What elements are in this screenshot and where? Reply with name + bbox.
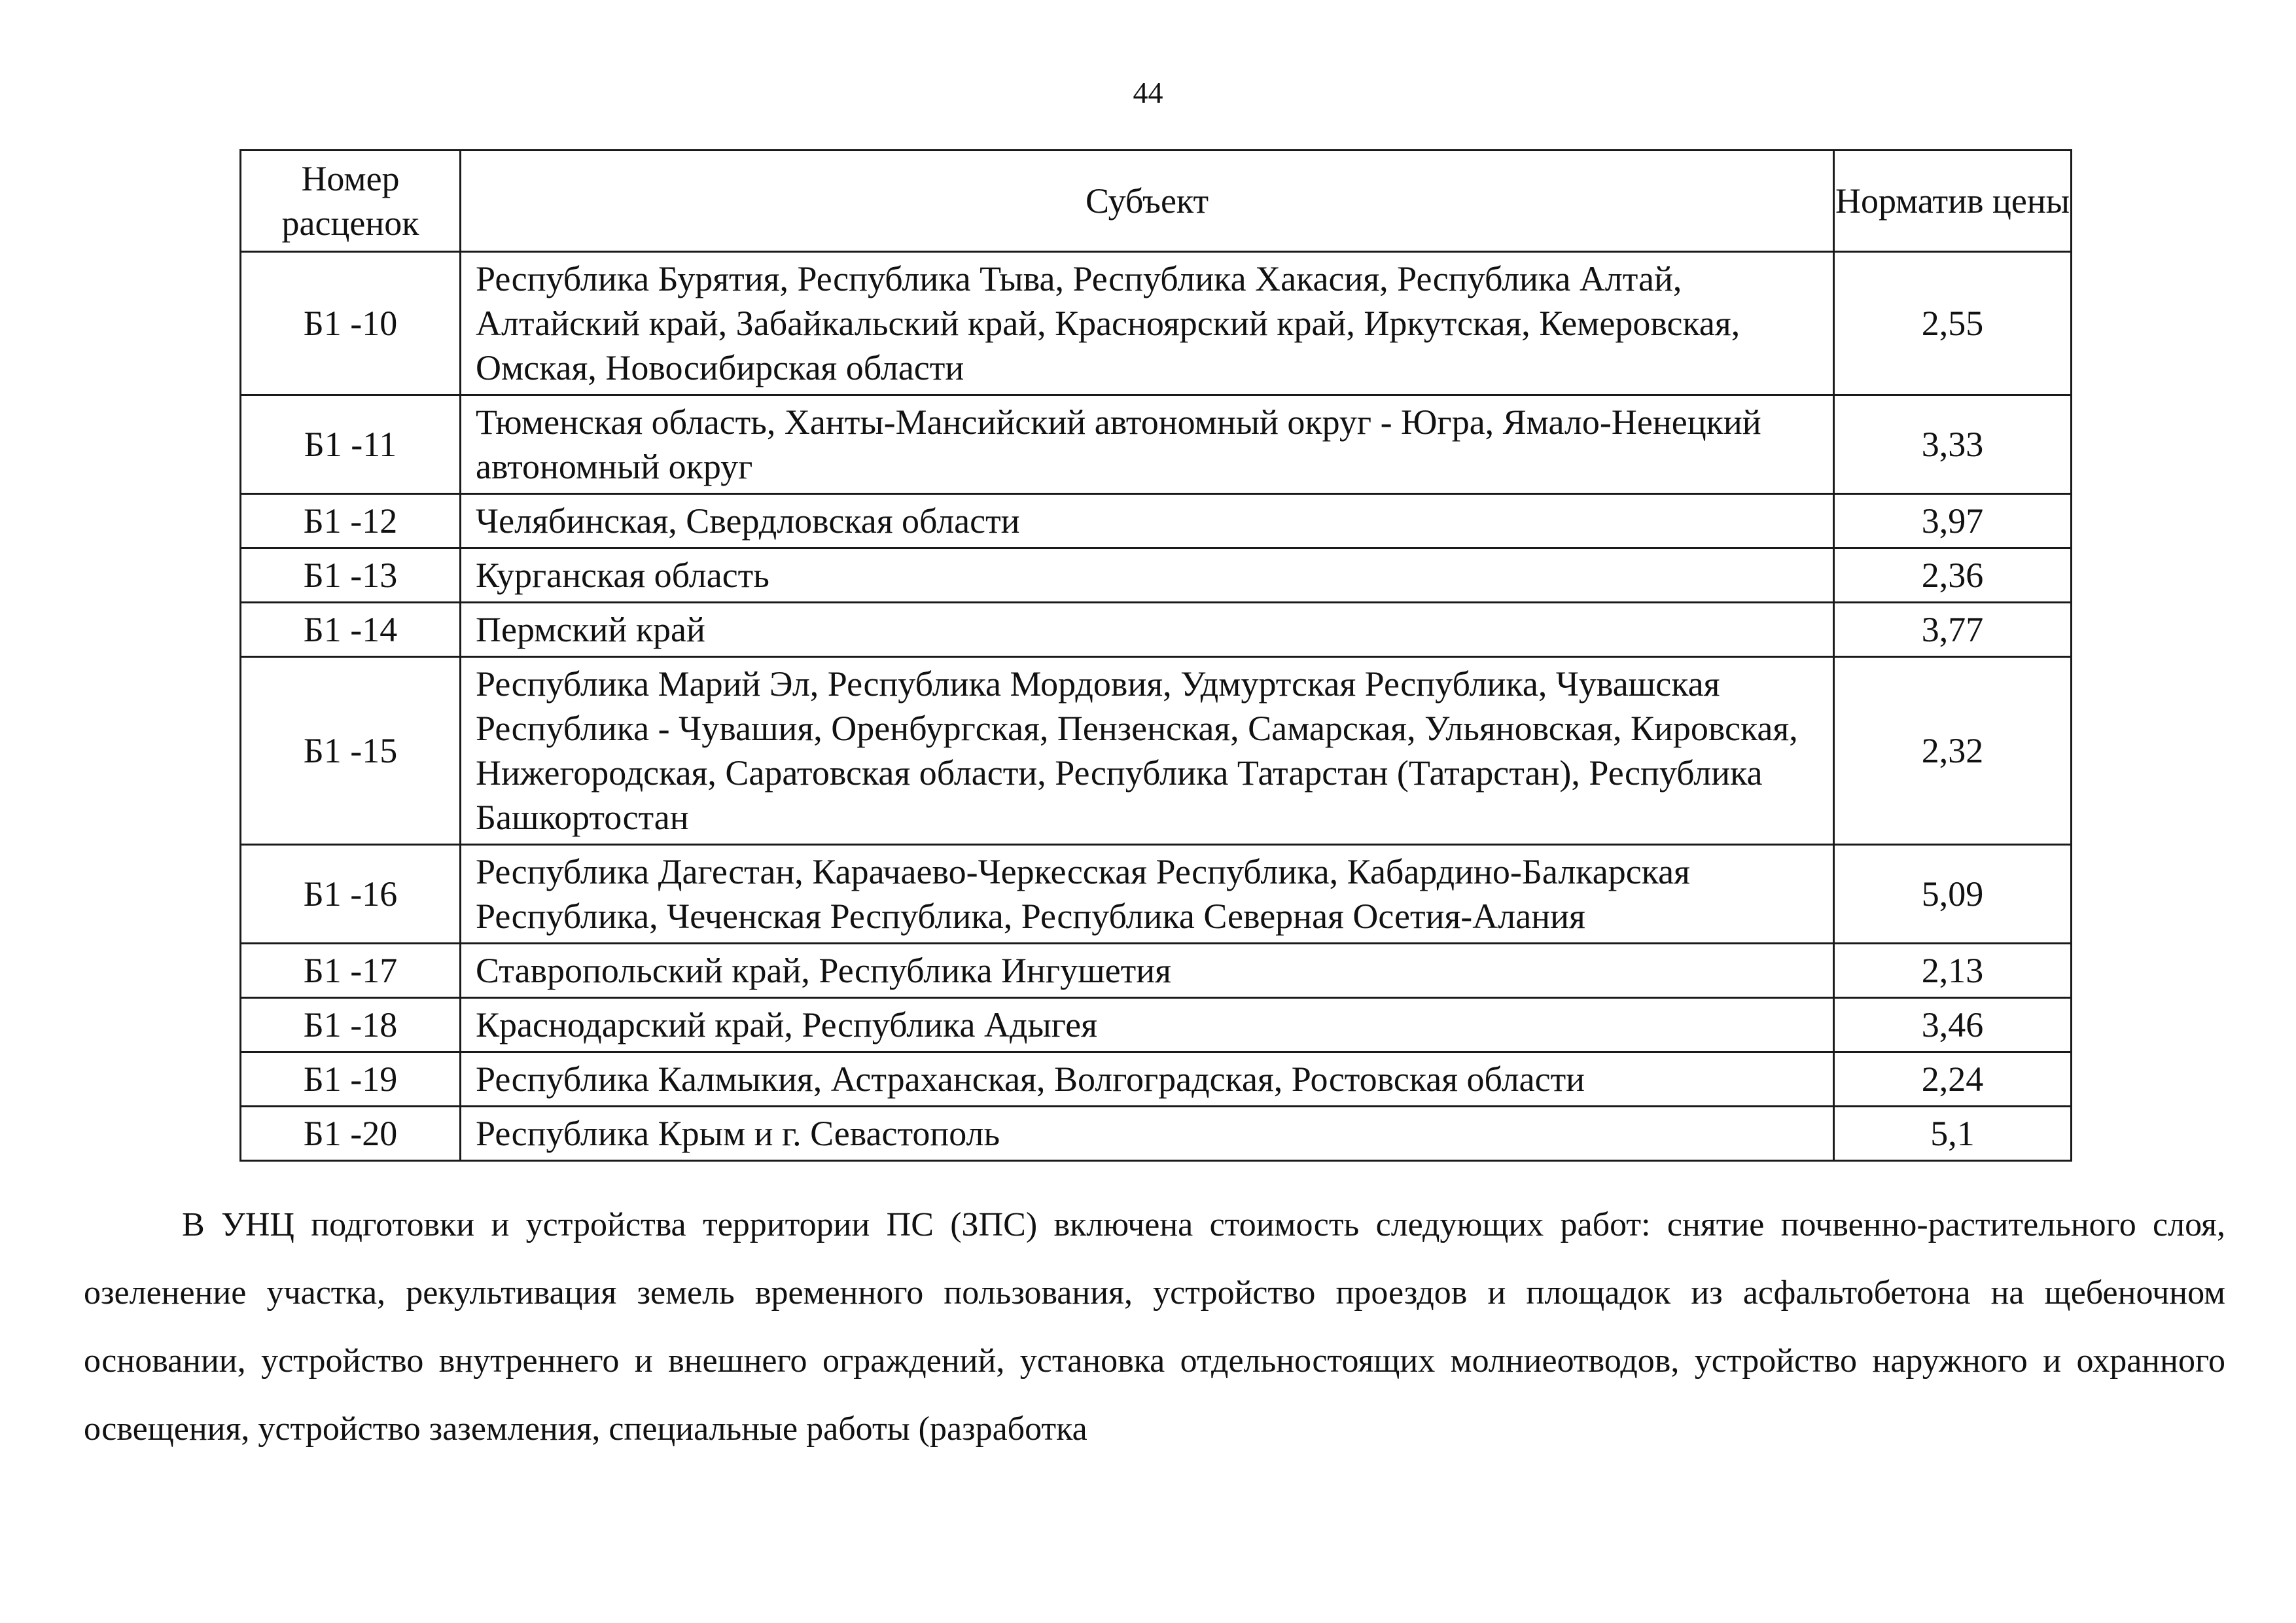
- table-body: [241, 252, 2072, 1161]
- price-norm-cell: 2,24: [1834, 1052, 2072, 1107]
- subject-cell: Ставропольский край, Республика Ингушетия: [461, 944, 1834, 998]
- table-row: [241, 603, 2072, 657]
- subject-cell: Тюменская область, Ханты-Мансийский автономный округ - Югра, Ямало-Ненецкий автономный округ: [461, 395, 1834, 494]
- header-code: Номер расценок: [241, 151, 461, 252]
- table-row: [241, 252, 2072, 395]
- price-norm-cell: 3,97: [1834, 494, 2072, 548]
- table-row: [241, 1107, 2072, 1161]
- subject-cell: Республика Марий Эл, Республика Мордовия, Удмуртская Республика, Чувашская Республика - Чувашия, Оренбургская, Пензенская, Самарская, Ульяновская, Кировская, Нижегородская, Саратовская области, Республика Татарстан (Татарстан), Республика Башкортостан: [461, 657, 1834, 845]
- rate-code-cell: Б1 -15: [241, 657, 461, 845]
- subject-cell: Республика Калмыкия, Астраханская, Волгоградская, Ростовская области: [461, 1052, 1834, 1107]
- rate-code-cell: Б1 -10: [241, 252, 461, 395]
- header-subject: Субъект: [461, 151, 1834, 252]
- rate-code-cell: Б1 -14: [241, 603, 461, 657]
- rate-code-cell: Б1 -12: [241, 494, 461, 548]
- price-norm-cell: 3,33: [1834, 395, 2072, 494]
- table-row: [241, 944, 2072, 998]
- header-norm: Норматив цены: [1834, 151, 2072, 252]
- table-row: [241, 998, 2072, 1052]
- table-row: [241, 657, 2072, 845]
- table-row: [241, 548, 2072, 603]
- rate-code-cell: Б1 -20: [241, 1107, 461, 1161]
- rate-code-cell: Б1 -17: [241, 944, 461, 998]
- subject-cell: Краснодарский край, Республика Адыгея: [461, 998, 1834, 1052]
- body-paragraph: В УНЦ подготовки и устройства территории ПС (ЗПС) включена стоимость следующих работ: снятие почвенно-растительного слоя, озеленение участка, рекультивация земель временного пользования, устройство проездов и площадок из асфальтобетона на щебеночном основании, устройство внутреннего и внешнего ограждений, установка отдельностоящих молниеотводов, устройство наружного и охранного освещения, устройство заземления, специальные работы (разработка: [84, 1206, 2225, 1448]
- norms-table: [239, 149, 2072, 1162]
- rate-code-cell: Б1 -11: [241, 395, 461, 494]
- price-norm-cell: 3,77: [1834, 603, 2072, 657]
- subject-cell: Пермский край: [461, 603, 1834, 657]
- table-row: [241, 494, 2072, 548]
- price-norm-cell: 2,13: [1834, 944, 2072, 998]
- price-norm-cell: 2,32: [1834, 657, 2072, 845]
- table-header-row: [241, 151, 2072, 252]
- price-norm-cell: 3,46: [1834, 998, 2072, 1052]
- rate-code-cell: Б1 -13: [241, 548, 461, 603]
- subject-cell: Курганская область: [461, 548, 1834, 603]
- table-row: [241, 1052, 2072, 1107]
- price-norm-cell: 5,1: [1834, 1107, 2072, 1161]
- subject-cell: Республика Бурятия, Республика Тыва, Республика Хакасия, Республика Алтай, Алтайский край, Забайкальский край, Красноярский край, Иркутская, Кемеровская, Омская, Новосибирская области: [461, 252, 1834, 395]
- price-norm-cell: 5,09: [1834, 845, 2072, 944]
- subject-cell: Республика Дагестан, Карачаево-Черкесская Республика, Кабардино-Балкарская Республика, Чеченская Республика, Республика Северная Осетия-Алания: [461, 845, 1834, 944]
- table-row: [241, 395, 2072, 494]
- price-norm-cell: 2,55: [1834, 252, 2072, 395]
- price-norm-cell: 2,36: [1834, 548, 2072, 603]
- subject-cell: Челябинская, Свердловская области: [461, 494, 1834, 548]
- table-row: [241, 845, 2072, 944]
- rate-code-cell: Б1 -19: [241, 1052, 461, 1107]
- subject-cell: Республика Крым и г. Севастополь: [461, 1107, 1834, 1161]
- rate-code-cell: Б1 -16: [241, 845, 461, 944]
- page-number: 44: [1133, 76, 1163, 109]
- rate-code-cell: Б1 -18: [241, 998, 461, 1052]
